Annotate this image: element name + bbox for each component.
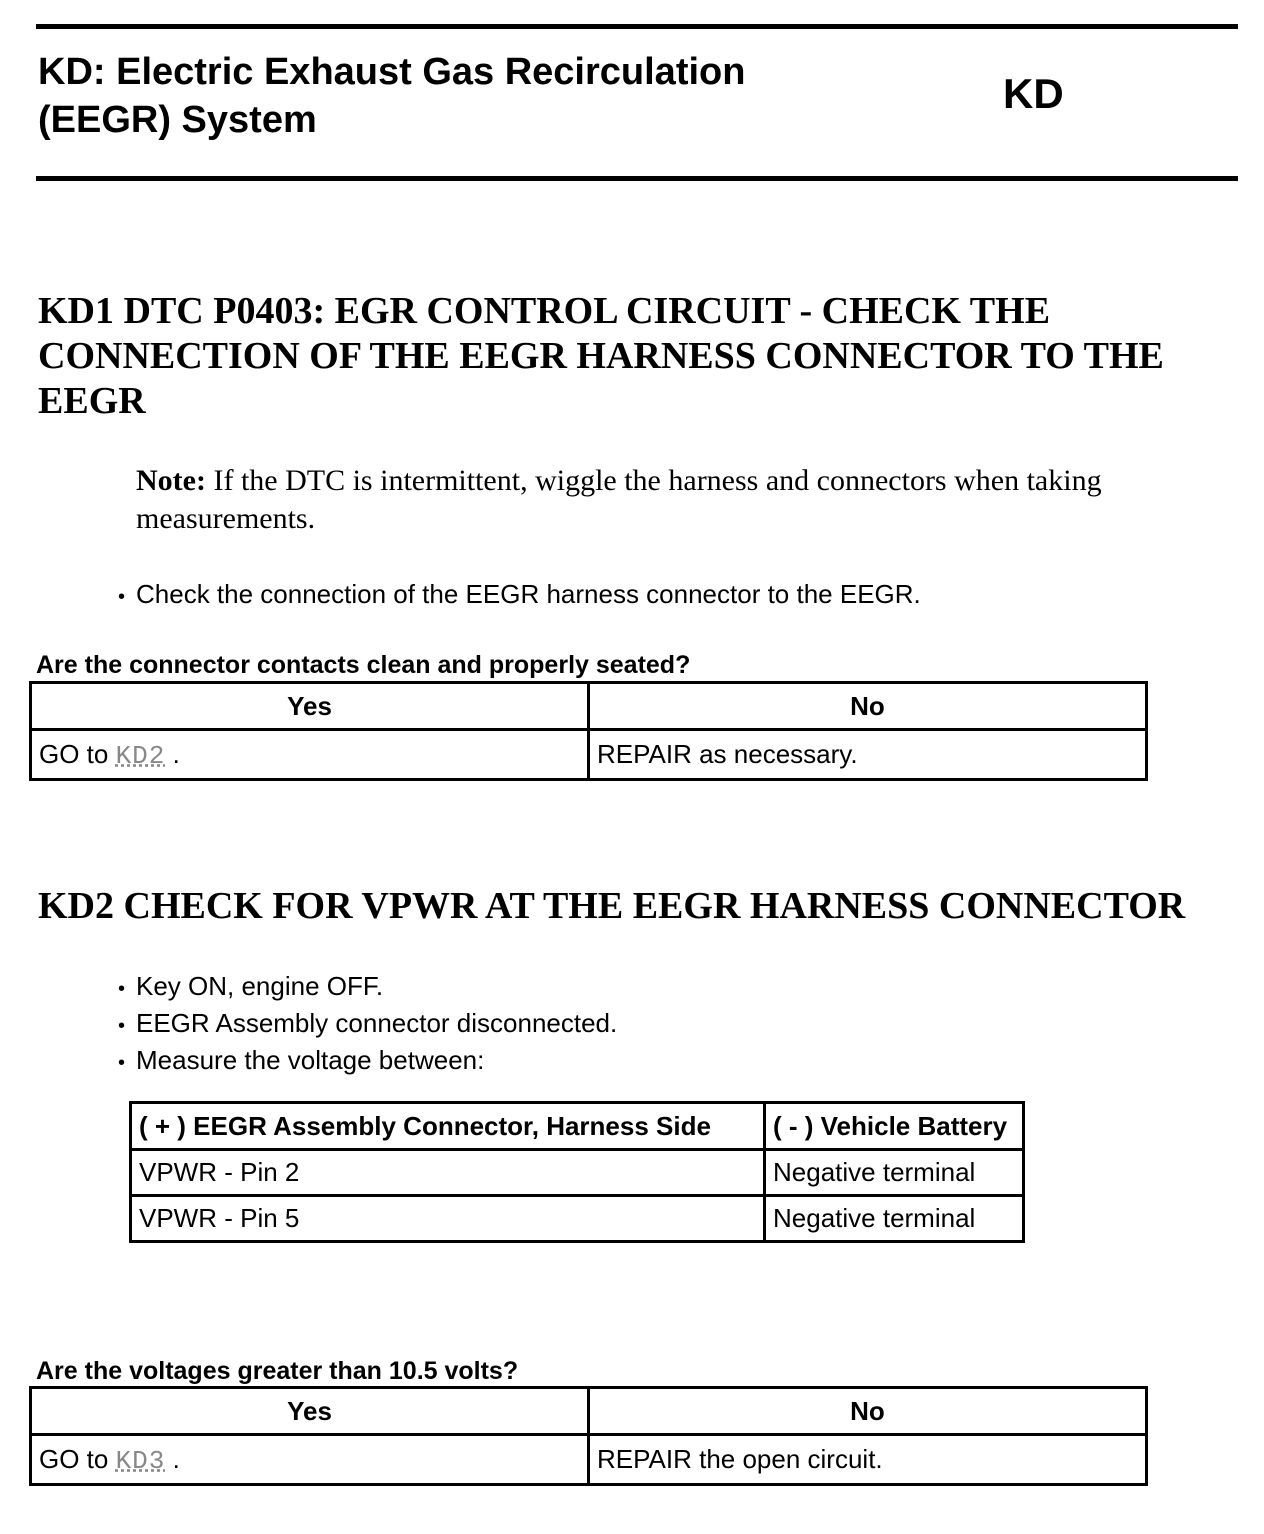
list-item: • EEGR Assembly connector disconnected. (118, 1006, 617, 1043)
kd1-bullet-list (118, 577, 921, 614)
kd1-note (136, 462, 1226, 538)
no-cell: REPAIR as necessary. (589, 730, 1147, 780)
kd2-link[interactable]: KD2 (115, 740, 166, 771)
header-bottom-rule (36, 176, 1238, 181)
kd2-bullet-list (118, 969, 617, 1080)
table-row (31, 683, 1147, 730)
table-row (131, 1150, 1024, 1196)
yes-cell: GO to KD3 . (31, 1435, 589, 1485)
kd1-heading: KD1 DTC P0403: EGR CONTROL CIRCUIT - CHECK THE CONNECTION OF THE EEGR HARNESS CONNECTOR TO THE EEGR (38, 290, 1164, 422)
page-title-line1: KD: Electric Exhaust Gas Recirculation (38, 51, 746, 93)
list-item: • Measure the voltage between: (118, 1043, 617, 1080)
yes-header: Yes (31, 1388, 589, 1435)
list-item: • Key ON, engine OFF. (118, 969, 617, 1006)
table-row (31, 1435, 1147, 1485)
list-item: • Check the connection of the EEGR harness connector to the EEGR. (118, 577, 921, 614)
header-top-rule (36, 24, 1238, 29)
kd3-link[interactable]: KD3 (115, 1445, 166, 1476)
note-text: If the DTC is intermittent, wiggle the harness and connectors when taking measurements. (136, 464, 1102, 535)
kd1-question: Are the connector contacts clean and properly seated? (36, 651, 691, 679)
harness-side-header: ( + ) EEGR Assembly Connector, Harness Side (131, 1103, 765, 1150)
table-cell: Negative terminal (765, 1150, 1024, 1196)
table-row (31, 730, 1147, 780)
kd2-question: Are the voltages greater than 10.5 volts? (36, 1357, 519, 1385)
table-row (31, 1388, 1147, 1435)
table-cell: VPWR - Pin 2 (131, 1150, 765, 1196)
table-cell: VPWR - Pin 5 (131, 1196, 765, 1242)
table-row (131, 1103, 1024, 1150)
no-header: No (589, 1388, 1147, 1435)
yes-cell: GO to KD2 . (31, 730, 589, 780)
note-label: Note: (136, 464, 206, 497)
page-title-line2: (EEGR) System (38, 99, 317, 141)
page-title (38, 48, 938, 144)
kd2-result-table (29, 1386, 1148, 1486)
voltage-measure-table (129, 1101, 1025, 1243)
kd1-result-table (29, 681, 1148, 781)
kd2-heading: KD2 CHECK FOR VPWR AT THE EEGR HARNESS CONNECTOR (38, 885, 1186, 927)
no-cell: REPAIR the open circuit. (589, 1435, 1147, 1485)
battery-header: ( - ) Vehicle Battery (765, 1103, 1024, 1150)
table-row (131, 1196, 1024, 1242)
yes-header: Yes (31, 683, 589, 730)
table-cell: Negative terminal (765, 1196, 1024, 1242)
no-header: No (589, 683, 1147, 730)
section-code: KD (1003, 70, 1064, 117)
